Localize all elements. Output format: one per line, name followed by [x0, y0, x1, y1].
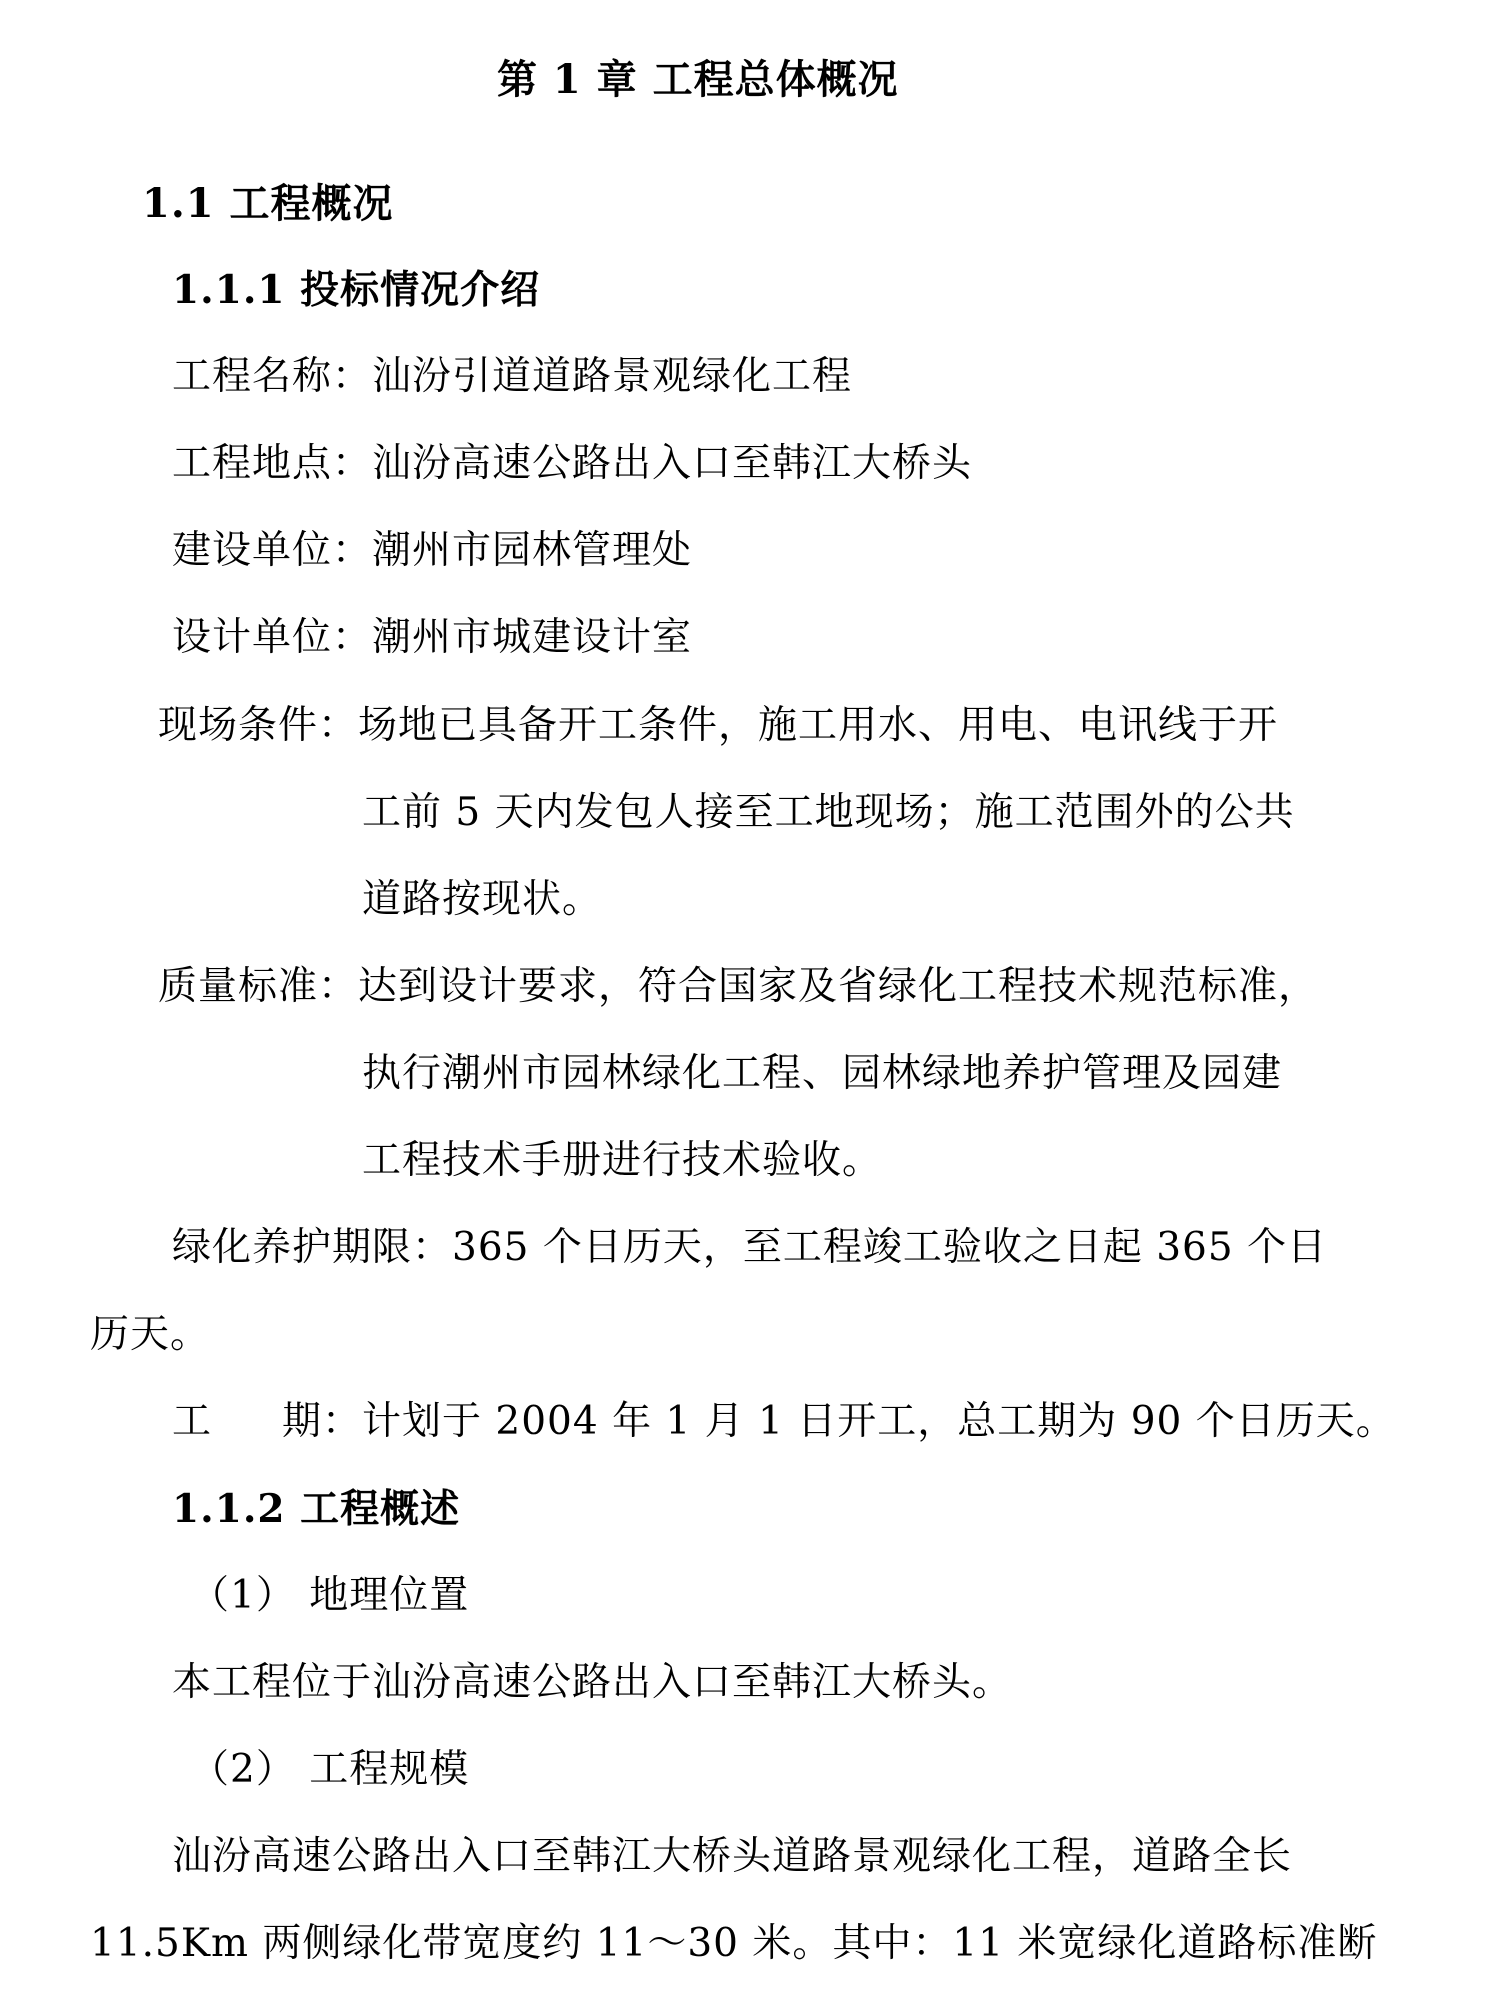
subsection-geo-location: （1） 地理位置 [190, 1573, 470, 1618]
field-value: 汕汾高速公路出入口至韩江大桥头 [372, 441, 973, 486]
field-quality-standard [158, 963, 1318, 1011]
field-label: 设计单位： [172, 615, 373, 660]
section-heading-1-1-2: 1.1.2 工程概述 [172, 1486, 461, 1532]
field-quality-standard-line-3: 工程技术手册进行技术验收。 [362, 1138, 883, 1183]
paragraph-scale-line-2: 11.5Km 两侧绿化带宽度约 11～30 米。其中：11 米宽绿化道路标准断 [90, 1921, 1378, 1966]
field-project-location [172, 440, 972, 488]
field-duration [172, 1398, 1396, 1446]
section-heading-1-1: 1.1 工程概况 [142, 180, 394, 227]
field-site-conditions [158, 702, 1278, 750]
paragraph-scale-line-1: 汕汾高速公路出入口至韩江大桥头道路景观绿化工程，道路全长 [172, 1834, 1293, 1879]
field-value: 计划于 2004 年 1 月 1 日开工，总工期为 90 个日历天。 [362, 1399, 1396, 1444]
field-label: 现场条件： [158, 703, 359, 748]
field-label: 建设单位： [172, 528, 373, 573]
field-value-line: 场地已具备开工条件，施工用水、用电、电讯线于开 [358, 703, 1279, 748]
field-value: 汕汾引道道路景观绿化工程 [372, 354, 853, 399]
subsection-project-scale: （2） 工程规模 [190, 1747, 470, 1792]
field-quality-standard-line-2: 执行潮州市园林绿化工程、园林绿地养护管理及园建 [362, 1051, 1283, 1096]
field-label: 工程名称： [172, 354, 373, 399]
field-label: 工程地点： [172, 441, 373, 486]
field-label: 质量标准： [158, 964, 359, 1009]
field-site-conditions-line-2: 工前 5 天内发包人接至工地现场；施工范围外的公共 [362, 790, 1295, 835]
field-value: 潮州市城建设计室 [372, 615, 693, 660]
field-builder [172, 527, 692, 575]
field-maintenance-period: 绿化养护期限：365 个日历天，至工程竣工验收之日起 365 个日 [172, 1225, 1328, 1270]
field-label-part-b: 期： [282, 1399, 363, 1444]
field-label-part-a: 工 [172, 1399, 213, 1444]
field-designer [172, 614, 692, 662]
field-project-name [172, 353, 852, 401]
chapter-title: 第 1 章 工程总体概况 [497, 56, 899, 103]
field-value-line: 达到设计要求，符合国家及省绿化工程技术规范标准， [358, 964, 1319, 1009]
field-maintenance-period-line-2: 历天。 [90, 1312, 211, 1357]
paragraph-location: 本工程位于汕汾高速公路出入口至韩江大桥头。 [172, 1660, 1013, 1705]
section-heading-1-1-1: 1.1.1 投标情况介绍 [172, 267, 541, 313]
field-value: 潮州市园林管理处 [372, 528, 693, 573]
field-site-conditions-line-3: 道路按现状。 [362, 877, 603, 922]
